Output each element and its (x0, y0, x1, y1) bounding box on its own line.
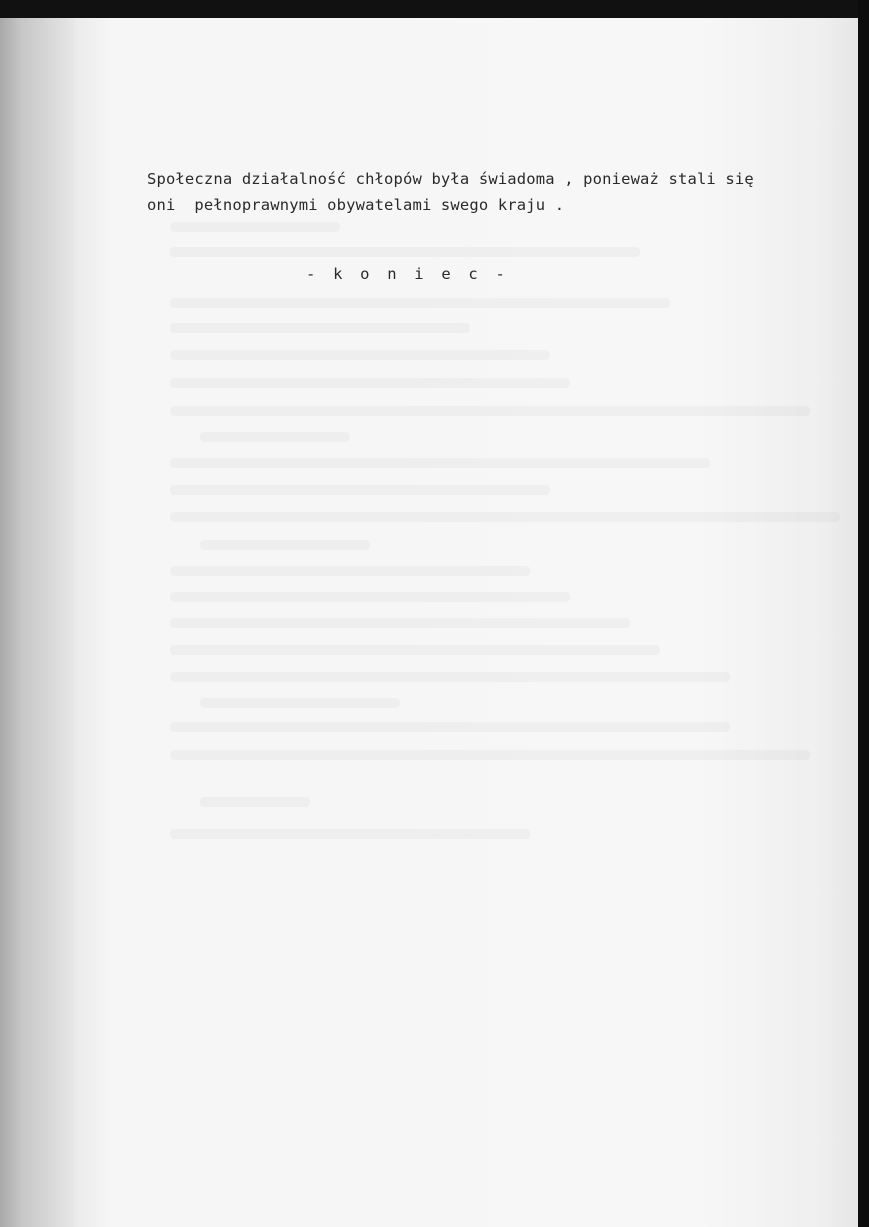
show-through-mark (170, 750, 810, 760)
show-through-mark (170, 222, 340, 232)
show-through-mark (170, 618, 630, 628)
show-through-mark (170, 323, 470, 333)
paragraph-line-1: Społeczna działalność chłopów była świadoma , ponieważ stali się (147, 170, 754, 188)
show-through-mark (170, 645, 660, 655)
scan-right-border (858, 0, 869, 1227)
paragraph-line-2: oni pełnoprawnymi obywatelami swego kraju . (147, 196, 565, 214)
show-through-mark (170, 672, 730, 682)
show-through-mark (170, 592, 570, 602)
show-through-mark (170, 485, 550, 495)
show-through-mark (170, 350, 550, 360)
end-mark: - k o n i e c - (306, 265, 509, 283)
show-through-mark (200, 698, 400, 708)
show-through-mark (170, 512, 840, 522)
show-through-mark (200, 540, 370, 550)
show-through-mark (170, 458, 710, 468)
show-through-mark (170, 406, 810, 416)
show-through-mark (170, 829, 530, 839)
show-through-mark (200, 797, 310, 807)
page-shadow-edge (0, 18, 74, 1227)
show-through-mark (200, 432, 350, 442)
show-through-mark (170, 298, 670, 308)
scan-top-border (0, 0, 869, 18)
show-through-mark (170, 378, 570, 388)
show-through-mark (170, 247, 640, 257)
show-through-mark (170, 566, 530, 576)
show-through-mark (170, 722, 730, 732)
